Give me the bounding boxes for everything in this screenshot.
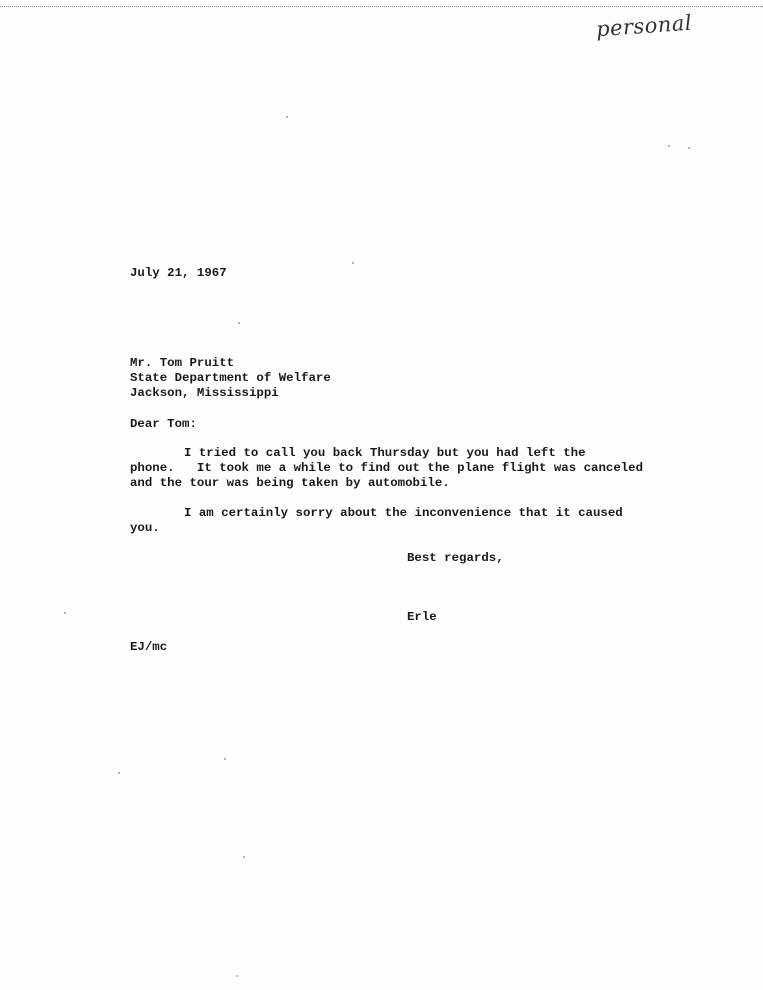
typist-initials: EJ/mc <box>130 640 168 654</box>
recipient-organization: State Department of Welfare <box>130 371 331 385</box>
scan-speck <box>243 856 245 858</box>
scan-speck <box>64 612 66 614</box>
closing: Best regards, <box>407 551 504 565</box>
letter-date: July 21, 1967 <box>130 266 227 280</box>
scan-speck <box>668 145 670 147</box>
scan-speck <box>236 975 238 977</box>
body-line: you. <box>130 521 160 535</box>
handwritten-annotation: personal <box>595 10 693 42</box>
scan-speck <box>118 772 120 774</box>
recipient-name: Mr. Tom Pruitt <box>130 356 235 370</box>
salutation: Dear Tom: <box>130 417 197 431</box>
scan-speck <box>352 262 354 264</box>
signature: Erle <box>407 610 437 624</box>
body-line: I am certainly sorry about the inconvenience that it caused <box>184 506 623 520</box>
body-line: and the tour was being taken by automobile. <box>130 476 450 490</box>
body-line: phone. It took me a while to find out the plane flight was canceled <box>130 461 644 475</box>
recipient-city: Jackson, Mississippi <box>130 386 279 400</box>
scan-speck <box>224 758 226 760</box>
scan-speck <box>238 322 240 324</box>
page-top-edge <box>0 0 763 7</box>
scan-speck <box>688 147 690 149</box>
body-line: I tried to call you back Thursday but you had left the <box>184 446 586 460</box>
scan-speck <box>286 116 288 118</box>
